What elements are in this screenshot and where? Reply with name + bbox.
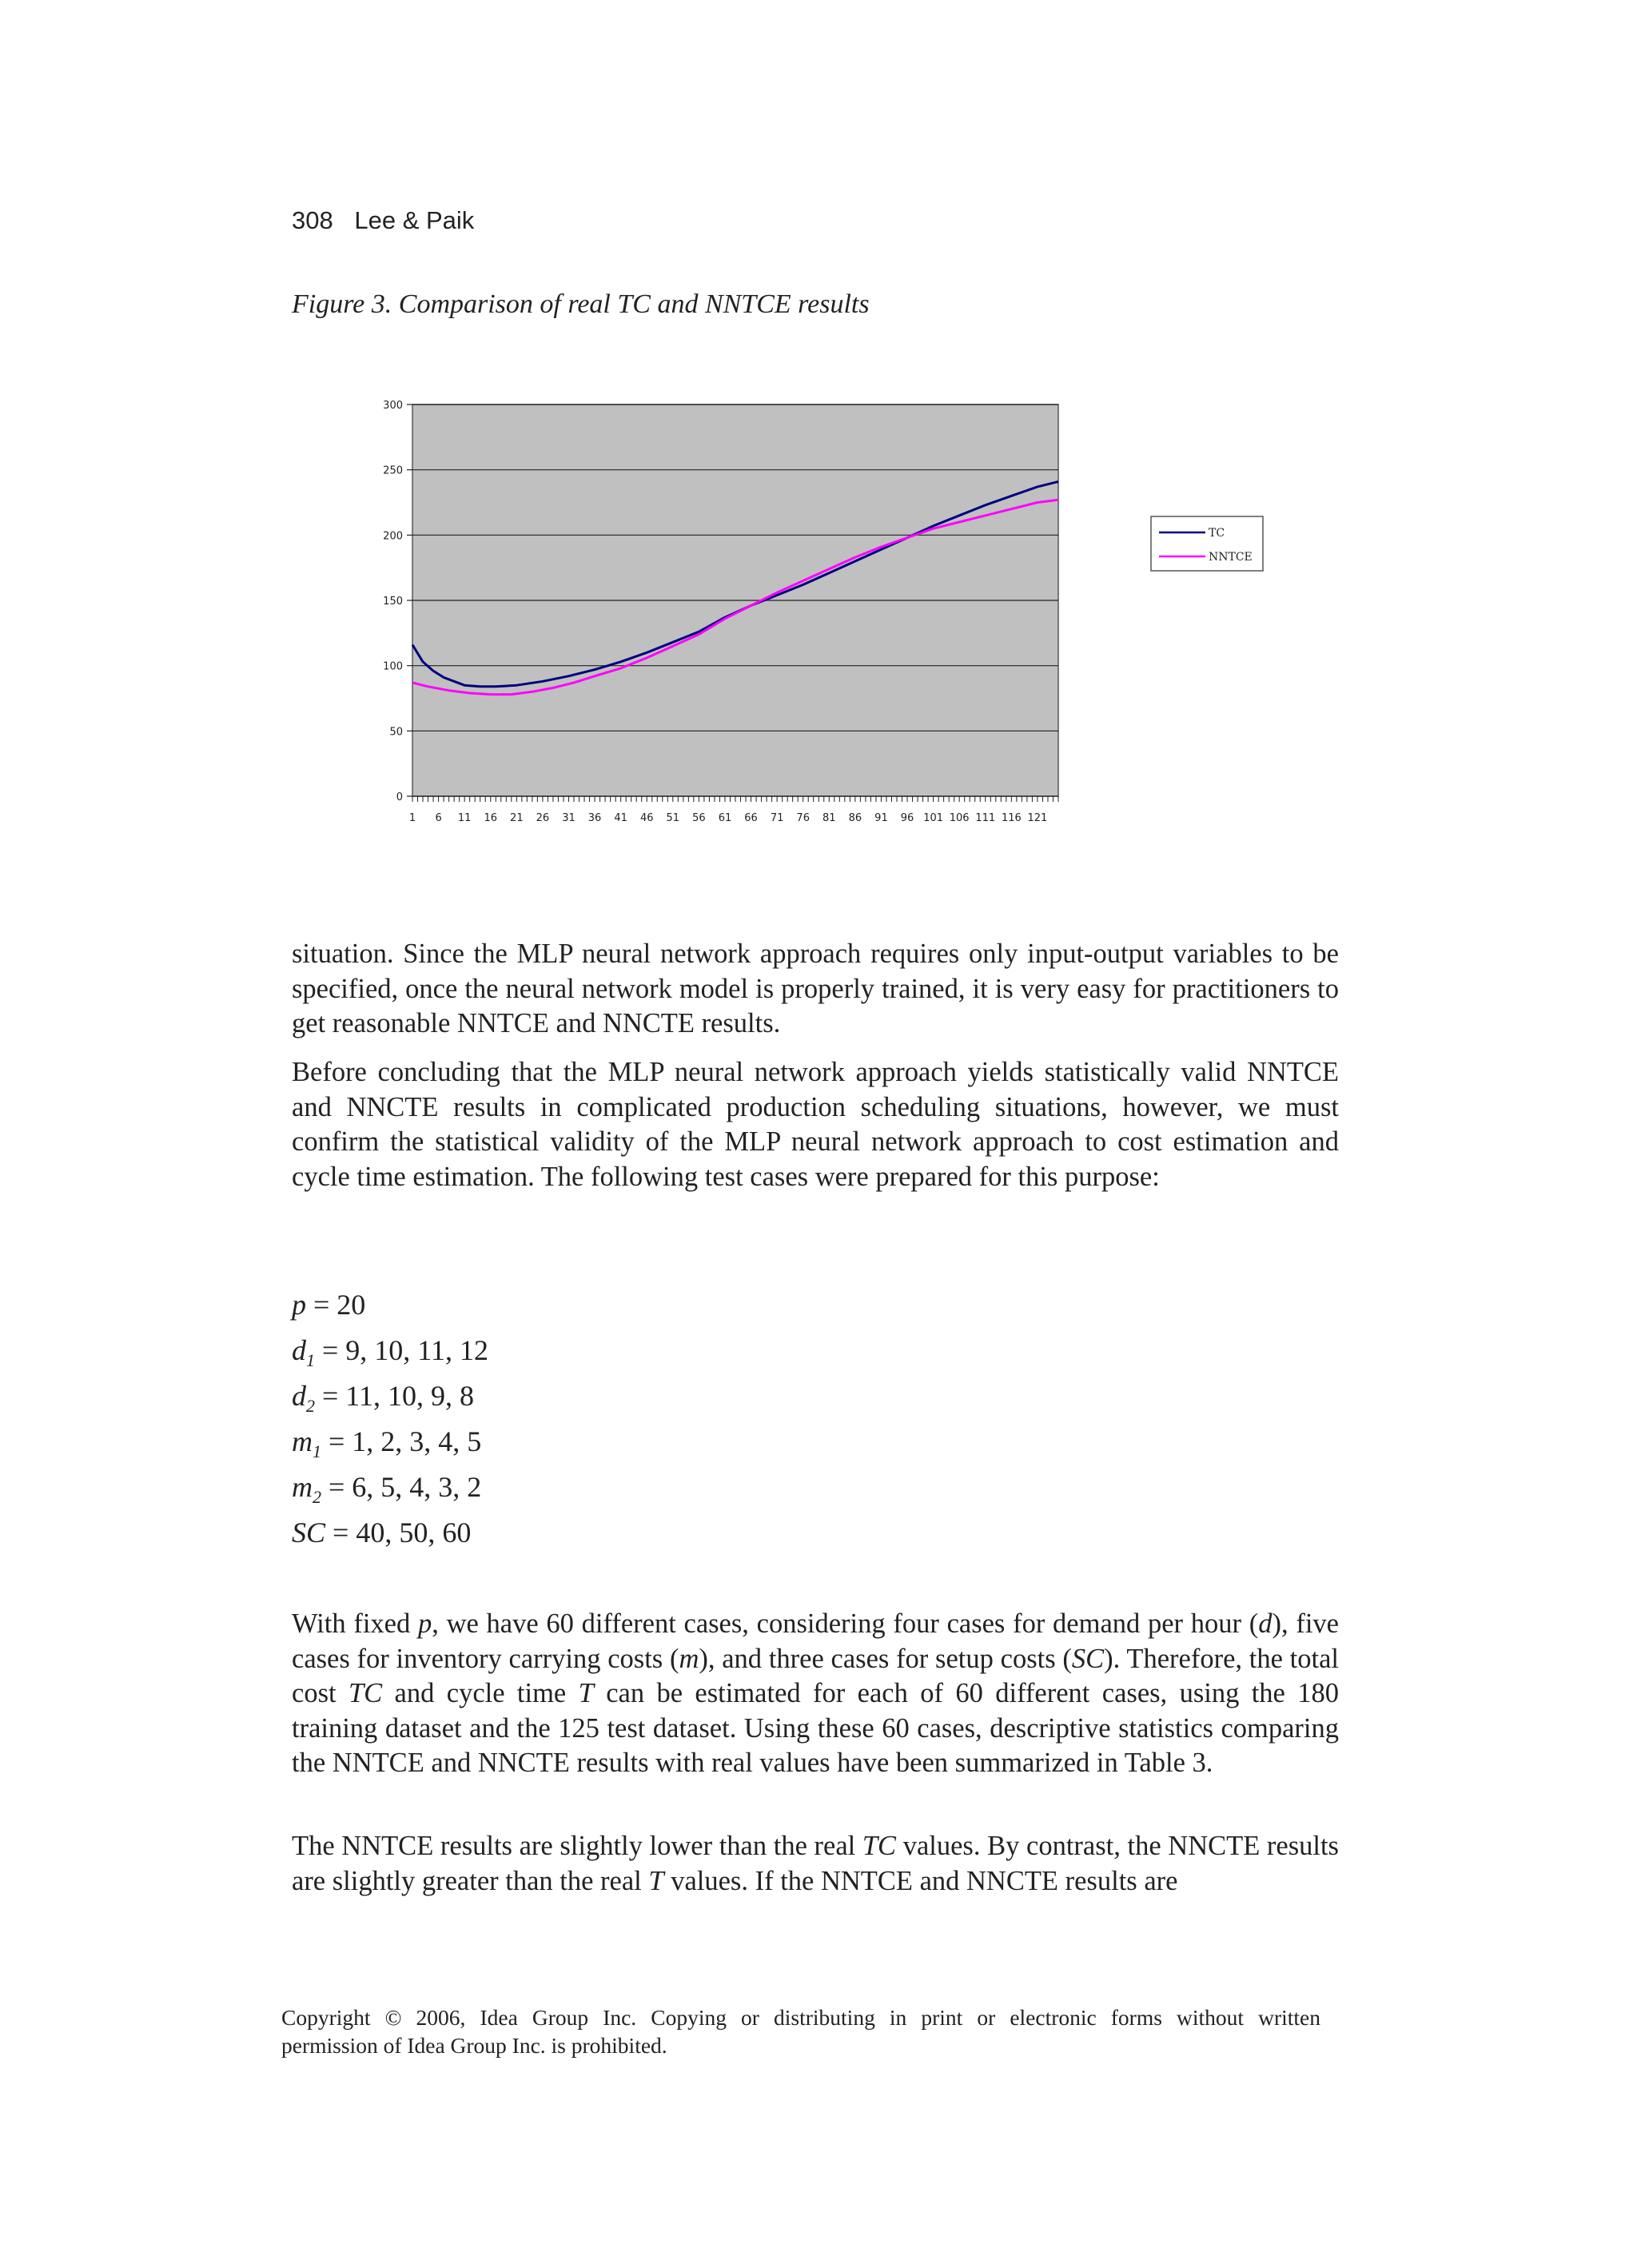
x-tick-label: 21: [510, 812, 524, 824]
y-tick-label: 200: [383, 530, 403, 543]
equation-line: $m_1 = 1$, 2, 3, 4, 5: [292, 1425, 482, 1461]
x-tick-label: 111: [975, 812, 996, 824]
running-head-authors: Lee & Paik: [354, 206, 475, 234]
page-number: 308: [292, 206, 333, 234]
equation-line: SC = 40, 50, 60: [292, 1517, 472, 1549]
x-tick-label: 51: [666, 812, 680, 824]
copyright-line-1: Copyright © 2006, Idea Group Inc. Copying or distributing in print or electronic forms without written: [281, 2005, 1320, 2030]
figure-caption: Figure 3. Comparison of real TC and NNTCE results: [292, 289, 870, 319]
y-tick-label: 300: [383, 400, 403, 412]
x-tick-label: 106: [949, 812, 970, 824]
equation-line: $m_2 = 6$, 5, 4, 3, 2: [292, 1471, 482, 1507]
x-tick-label: 46: [639, 812, 654, 824]
y-tick-label: 100: [383, 660, 403, 673]
line-chart: [0, 0, 1637, 879]
paragraph-1: situation. Since the MLP neural network approach requires only input-output variables to be specified, once the neural network model is properly trained, it is very easy for practitioners to get reasonable NNTCE and NNCTE results.: [292, 939, 1339, 1039]
x-tick-label: 96: [900, 812, 914, 824]
y-tick-label: 150: [383, 596, 403, 608]
x-tick-label: 121: [1027, 812, 1048, 824]
paragraph-2: Before concluding that the MLP neural network approach yields statistically valid NNTCE and NNCTE results in complicated production scheduling situations, however, we must confirm the statistical validity of the MLP neural network approach to cost estimation and cycle time estimation. The following test cases were prepared for this purpose:: [292, 1057, 1339, 1192]
x-tick-label: 11: [457, 812, 472, 824]
x-tick-label: 101: [923, 812, 944, 824]
equation-line: $d_2 = 11$, 10, 9, 8: [292, 1380, 474, 1416]
legend-label: TC: [1209, 527, 1225, 540]
x-tick-label: 16: [484, 812, 498, 824]
x-tick-label: 41: [614, 812, 627, 824]
x-tick-label: 86: [848, 812, 862, 824]
x-tick-label: 76: [796, 812, 810, 824]
paragraph-3: With fixed p, we have 60 different cases, considering four cases for demand per hour (d), five cases for inventory carrying costs (m), and three cases for setup costs (SC). Therefore, the total cost TC and cycle time T can be estimated for each of 60 different cases, using the 180 training dataset and the 125 test dataset. Using these 60 cases, descriptive statistics comparing the NNTCE and NNCTE results with real values have been summarized in Table 3.: [292, 1608, 1340, 1779]
x-tick-label: 91: [874, 812, 888, 824]
x-tick-label: 81: [822, 812, 836, 824]
x-tick-label: 6: [435, 812, 442, 824]
y-tick-label: 250: [383, 464, 403, 477]
x-tick-label: 56: [692, 812, 706, 824]
x-tick-label: 116: [1001, 812, 1022, 824]
equation-line: p = 20: [292, 1289, 366, 1321]
y-tick-label: 0: [396, 791, 403, 803]
x-tick-label: 36: [587, 812, 602, 824]
paragraph-4: The NNTCE results are slightly lower than the real TC values. By contrast, the NNCTE results are slightly greater than the real T values. If the NNTCE and NNCTE results are: [292, 1831, 1339, 1896]
x-tick-label: 26: [536, 812, 550, 824]
y-tick-label: 50: [389, 726, 403, 739]
x-tick-label: 61: [718, 812, 732, 824]
equation-line: $d_1 = 9$, 10, 11, 12: [292, 1334, 488, 1370]
x-tick-label: 1: [408, 812, 416, 824]
x-tick-label: 31: [562, 812, 576, 824]
legend-label: NNTCE: [1209, 551, 1253, 564]
x-tick-label: 71: [770, 812, 784, 824]
copyright-footer: [281, 2003, 1320, 2059]
x-tick-label: 66: [744, 812, 758, 824]
copyright-line-2: permission of Idea Group Inc. is prohibited.: [281, 2033, 667, 2058]
